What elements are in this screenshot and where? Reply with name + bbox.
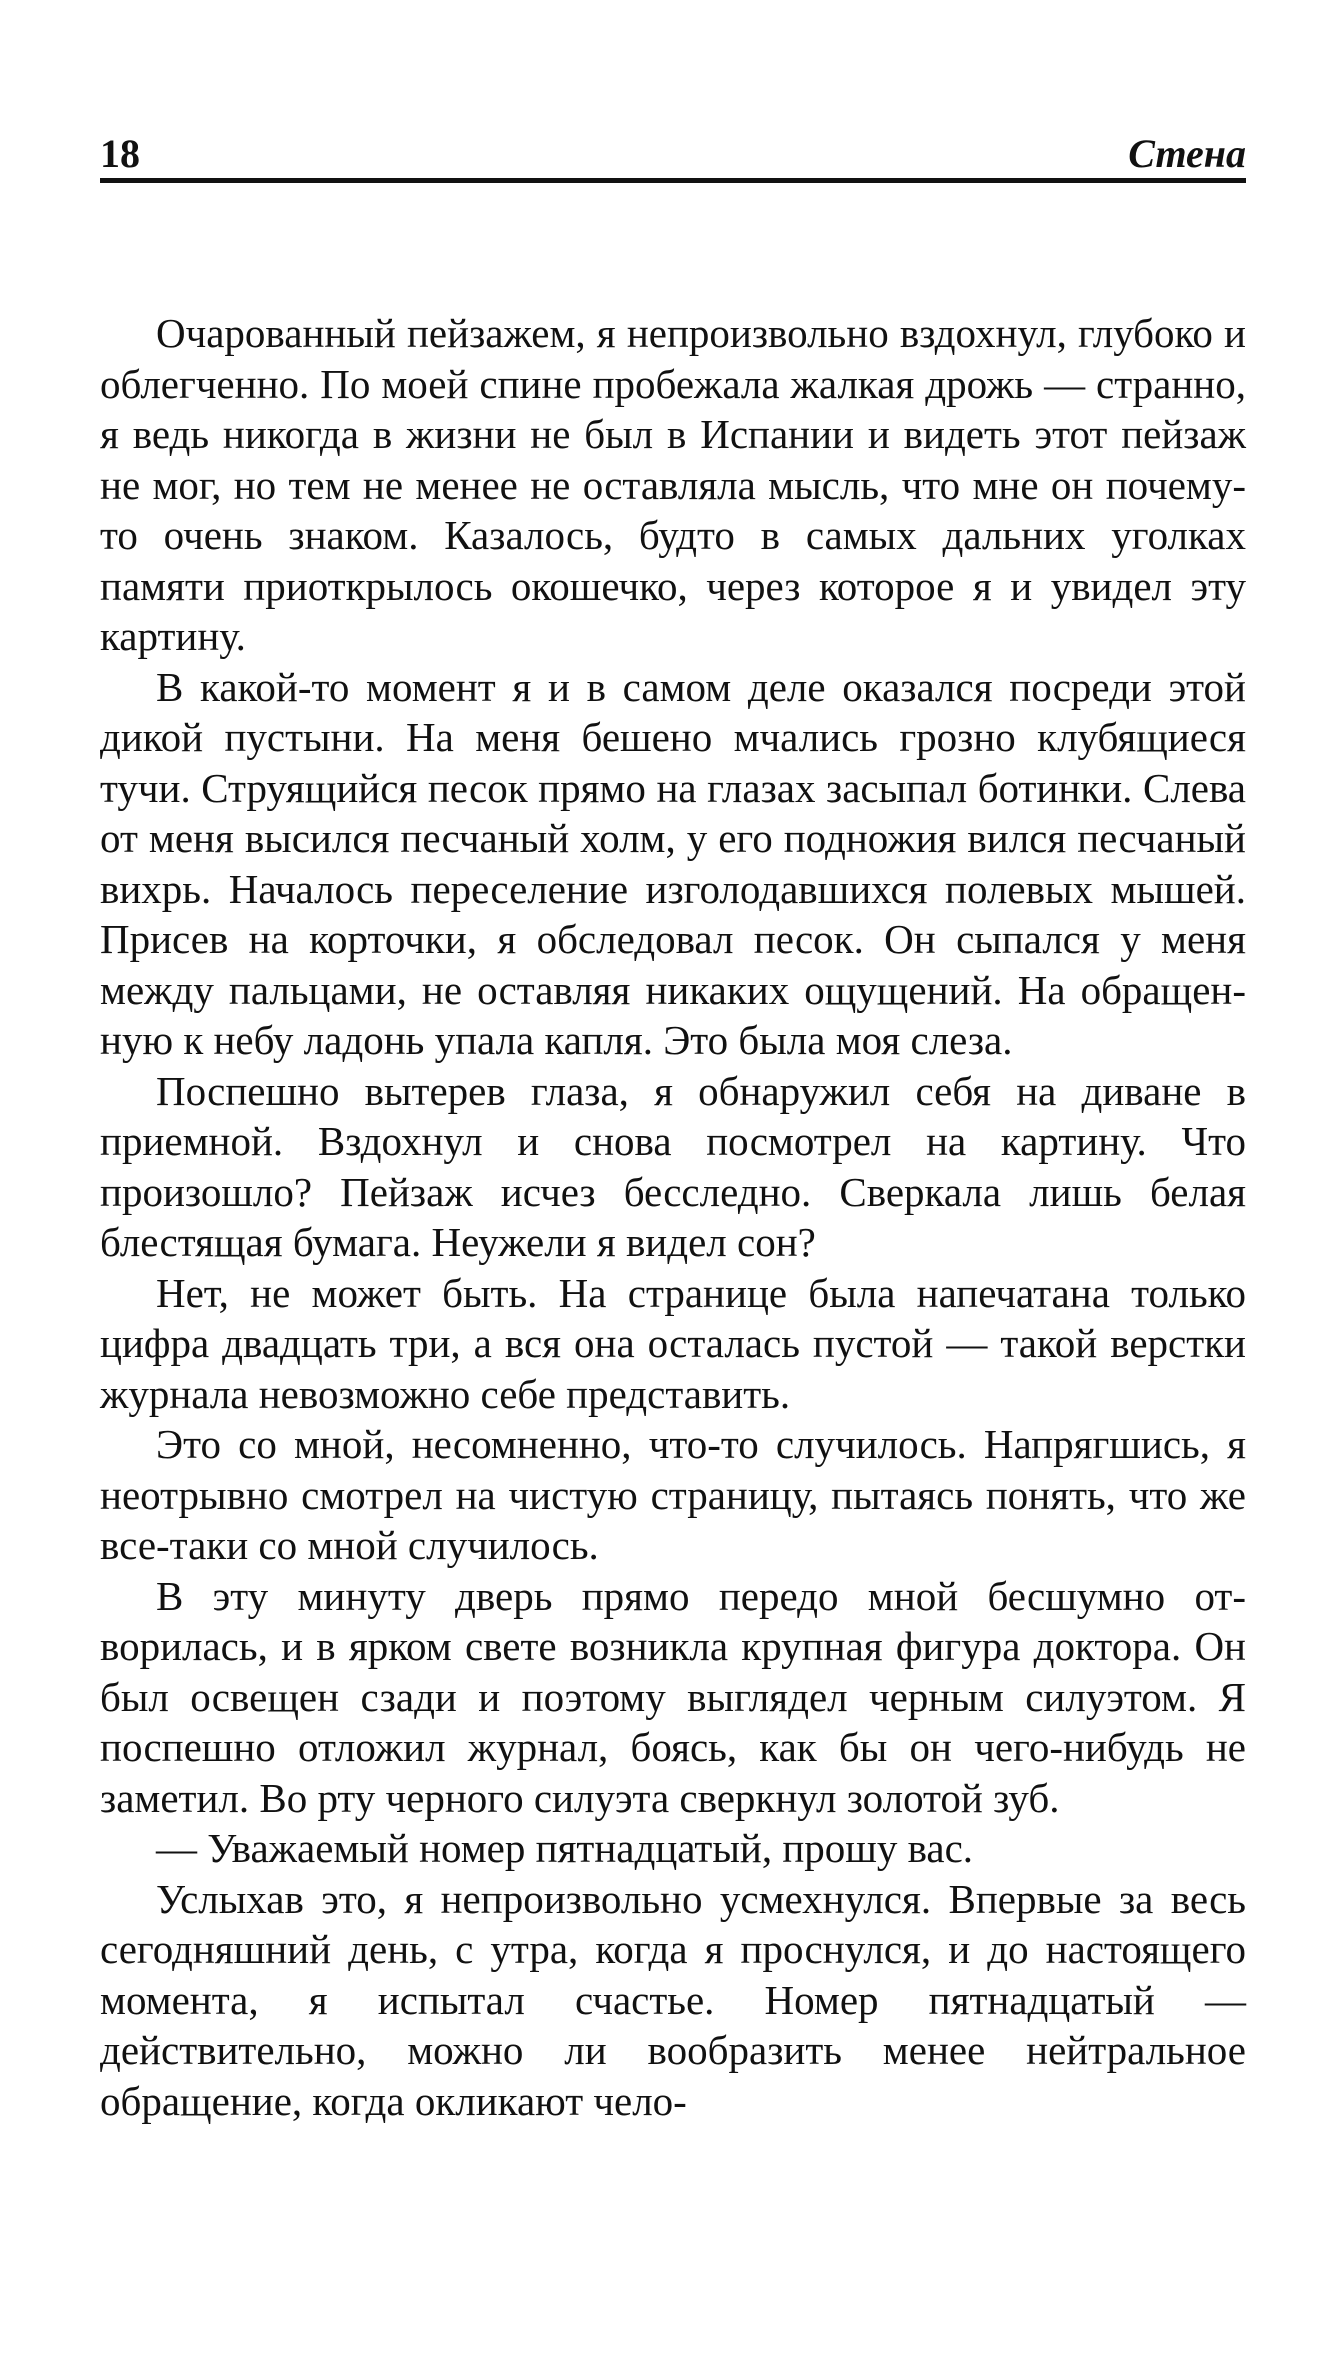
paragraph: Услыхав это, я непроизвольно усмехнулся. Впервые за весь сегодняшний день, с утра, когда я проснулся, и до настоящего момента, я испытал счастье. Номер пятнадцатый — действительно, можно ли вообразить менее нейтральное обращение, когда окликают чело- xyxy=(100,1875,1246,2124)
paragraph: Это со мной, несомненно, что-то случилось. Напрягшись, я неотрывно смотрел на чистую страницу, пытаясь понять, что же все-таки со мной случилось. xyxy=(100,1421,1246,1568)
body-text xyxy=(100,308,1246,2126)
paragraph: В какой-то момент я и в самом деле оказался посреди этой дикой пустыни. На меня бешено мчались грозно клубящиеся тучи. Струящийся песок прямо на глазах засыпал ботинки. Слева от меня высился песчаный холм, у его подножия вился песчаный вихрь. Началось переселение изголодавшихся полевых мышей. Присев на корточки, я обследовал песок. Он сыпался у меня между пальцами, не оставляя никаких ощущений. На обращенную к небу ладонь упала капля. Это была моя слеза. xyxy=(100,663,1246,1063)
paragraph: Нет, не может быть. На странице была напечатана только цифра двадцать три, а вся она осталась пустой — такой верстки журнала невозможно себе представить. xyxy=(100,1269,1246,1417)
page-number: 18 xyxy=(100,131,140,176)
dialogue-line: — Уважаемый номер пятнадцатый, прошу вас. xyxy=(156,1825,974,1871)
running-head xyxy=(100,118,1246,183)
book-page xyxy=(100,118,1246,2126)
paragraph: Очарованный пейзажем, я непроизвольно вздохнул, глубоко и облегченно. По моей спине пробежала жалкая дрожь — странно, я ведь никогда в жизни не был в Испании и видеть этот пейзаж не мог, но тем не менее не оставляла мысль, что мне он почему-то очень знаком. Казалось, будто в самых дальних уголках памяти приоткрылось окошечко, через которое я и увидел эту картину. xyxy=(100,310,1246,659)
running-title: Стена xyxy=(1128,131,1246,176)
paragraph: В эту минуту дверь прямо передо мной бесшумно отворилась, и в ярком свете возникла крупная фигура доктора. Он был освещен сзади и поэтому выглядел черным силуэтом. Я поспешно отложил журнал, боясь, как бы он чего-нибудь не заметил. Во рту черного силуэта сверкнул золотой зуб. xyxy=(100,1572,1246,1821)
paragraph: Поспешно вытерев глаза, я обнаружил себя на диване в приемной. Вздохнул и снова посмотрел на картину. Что произошло? Пейзаж исчез бесследно. Сверкала лишь белая блестящая бумага. Неужели я видел сон? xyxy=(100,1067,1246,1265)
